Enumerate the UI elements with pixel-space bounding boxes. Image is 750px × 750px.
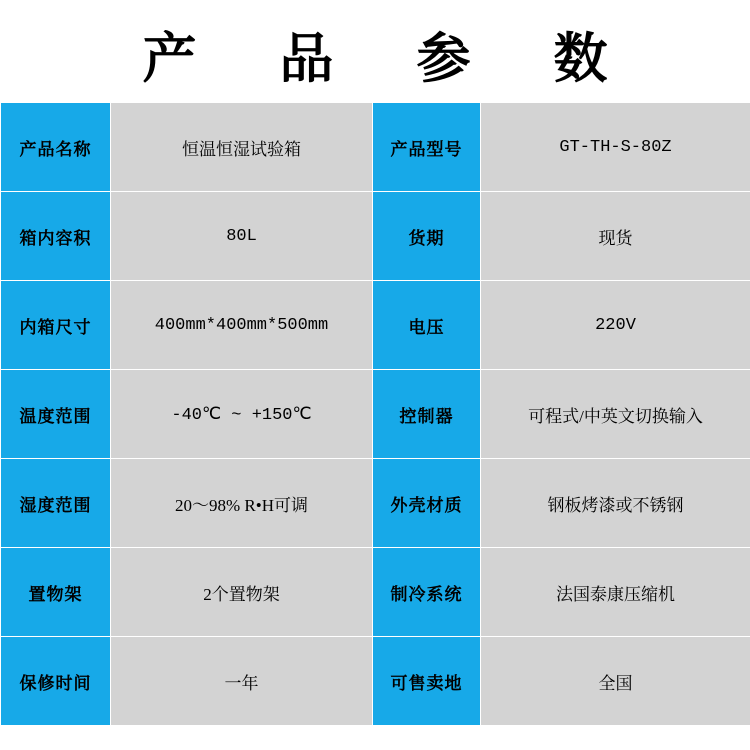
table-body — [1, 103, 750, 726]
param-label-inner-volume: 箱内容积 — [1, 192, 111, 281]
param-value-inner-size: 400mm*400mm*500mm — [111, 281, 373, 370]
param-label-controller: 控制器 — [373, 370, 481, 459]
table-row — [1, 548, 750, 637]
param-label-sales-region: 可售卖地 — [373, 637, 481, 726]
table-row — [1, 637, 750, 726]
param-value-warranty: 一年 — [111, 637, 373, 726]
param-value-controller: 可程式/中英文切换输入 — [481, 370, 750, 459]
param-value-humidity-range: 20～98% R•H可调 — [111, 459, 373, 548]
param-value-inner-volume: 80L — [111, 192, 373, 281]
page-title: 产 品 参 数 — [142, 29, 642, 89]
param-label-product-model: 产品型号 — [373, 103, 481, 192]
product-parameters-table — [0, 102, 750, 726]
param-label-inner-size: 内箱尺寸 — [1, 281, 111, 370]
param-label-voltage: 电压 — [373, 281, 481, 370]
param-value-sales-region: 全国 — [481, 637, 750, 726]
param-label-product-name: 产品名称 — [1, 103, 111, 192]
table-row — [1, 192, 750, 281]
param-value-voltage: 220V — [481, 281, 750, 370]
param-value-refrigeration-system: 法国泰康压缩机 — [481, 548, 750, 637]
table-row — [1, 103, 750, 192]
param-value-shelf: 2个置物架 — [111, 548, 373, 637]
param-label-shelf: 置物架 — [1, 548, 111, 637]
table-row — [1, 370, 750, 459]
table-row — [1, 459, 750, 548]
param-value-product-model: GT-TH-S-80Z — [481, 103, 750, 192]
param-label-shell-material: 外壳材质 — [373, 459, 481, 548]
param-value-temperature-range: -40℃ ~ +150℃ — [111, 370, 373, 459]
param-value-lead-time: 现货 — [481, 192, 750, 281]
param-label-humidity-range: 湿度范围 — [1, 459, 111, 548]
param-label-lead-time: 货期 — [373, 192, 481, 281]
param-value-product-name: 恒温恒湿试验箱 — [111, 103, 373, 192]
param-label-refrigeration-system: 制冷系统 — [373, 548, 481, 637]
table-row — [1, 281, 750, 370]
param-label-warranty: 保修时间 — [1, 637, 111, 726]
param-label-temperature-range: 温度范围 — [1, 370, 111, 459]
param-value-shell-material: 钢板烤漆或不锈钢 — [481, 459, 750, 548]
